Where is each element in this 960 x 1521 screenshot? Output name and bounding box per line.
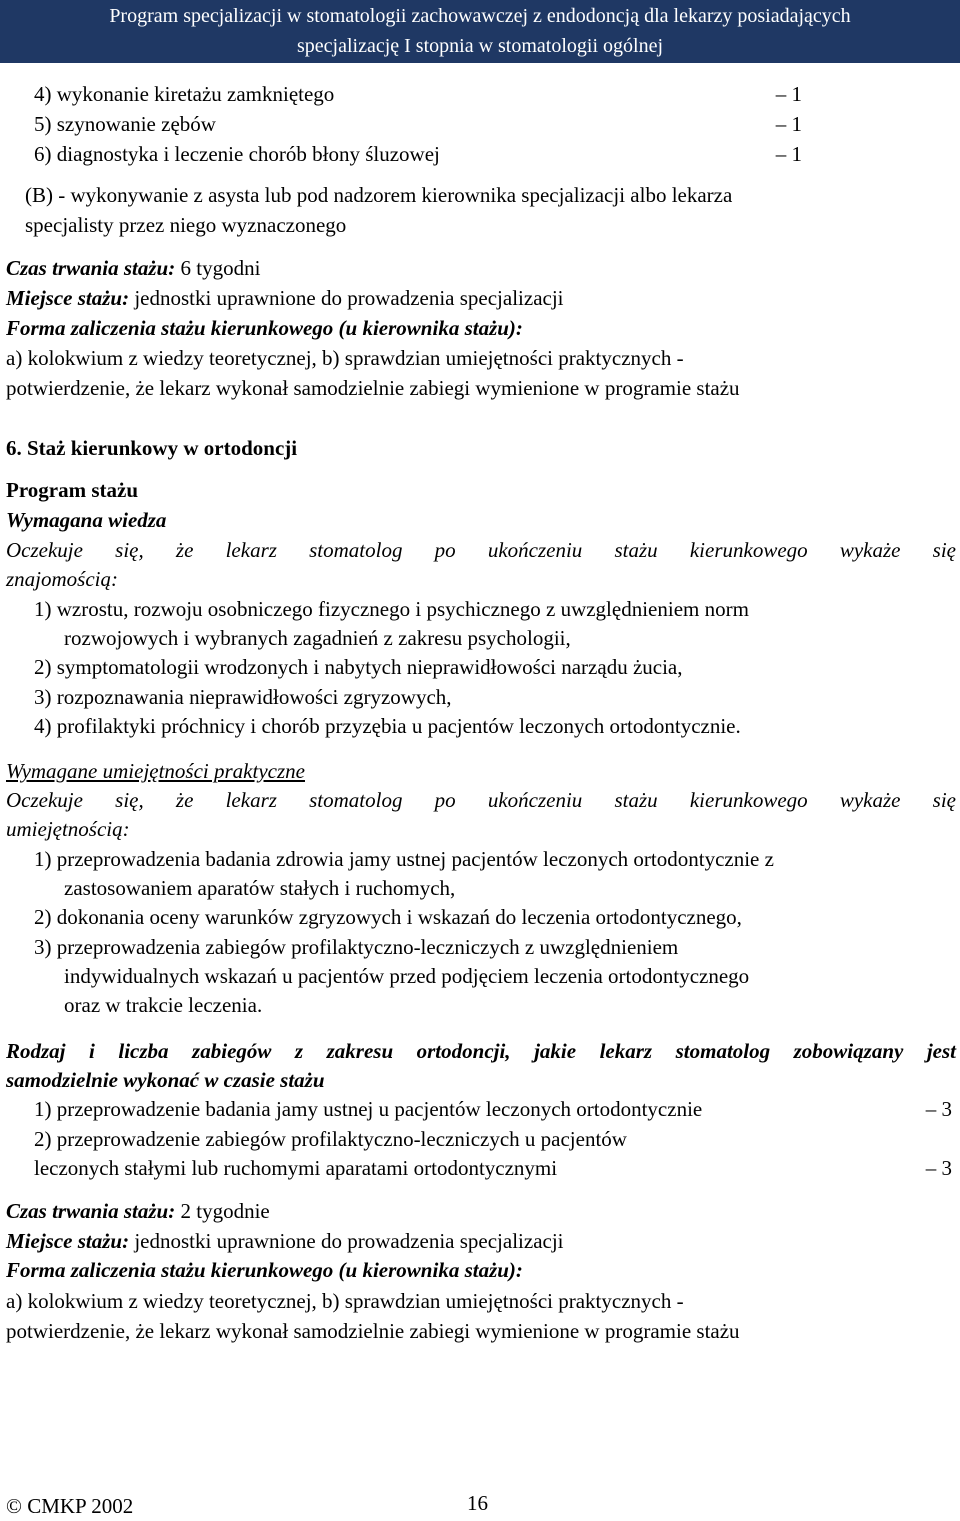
knowledge-intro-line-1: Oczekuje się, że lekarz stomatolog po ukończeniu stażu kierunkowego wykaże się xyxy=(6,538,956,562)
form-label: Forma zaliczenia stażu kierunkowego (u kierownika stażu): xyxy=(6,316,523,340)
form-line-1: a) kolokwium z wiedzy teoretycznej, b) sprawdzian umiejętności praktycznych - xyxy=(6,1289,684,1313)
list-item: 6) diagnostyka i leczenie chorób błony śluzowej xyxy=(34,142,440,166)
skills-intro-line-2: umiejętnością: xyxy=(6,817,130,841)
procedure-count: – 3 xyxy=(925,1156,952,1180)
knowledge-heading: Wymagana wiedza xyxy=(6,508,167,532)
list-item: 3) rozpoznawania nieprawidłowości zgryzowych, xyxy=(34,685,452,709)
list-item: 1) wzrostu, rozwoju osobniczego fizycznego i psychicznego z uwzględnieniem norm xyxy=(34,597,749,621)
list-item: 2) dokonania oceny warunków zgryzowych i wskazań do leczenia ortodontycznego, xyxy=(34,905,742,929)
duration-row xyxy=(6,1196,270,1226)
place-label: Miejsce stażu: xyxy=(6,286,130,310)
place-value: jednostki uprawnione do prowadzenia specjalizacji xyxy=(129,1229,564,1253)
list-item: oraz w trakcie leczenia. xyxy=(64,993,263,1017)
page-number: 16 xyxy=(467,1491,488,1515)
note-line-2: specjalisty przez niego wyznaczonego xyxy=(25,213,347,237)
list-item: 1) przeprowadzenia badania zdrowia jamy ustnej pacjentów leczonych ortodontycznie z xyxy=(34,847,774,871)
knowledge-intro-line-2: znajomością: xyxy=(6,567,118,591)
form-label: Forma zaliczenia stażu kierunkowego (u kierownika stażu): xyxy=(6,1258,523,1282)
list-item: 5) szynowanie zębów xyxy=(34,112,216,136)
procedure-item: leczonych stałymi lub ruchomymi aparatami ortodontycznymi xyxy=(34,1156,558,1180)
list-item: zastosowaniem aparatów stałych i ruchomych, xyxy=(64,876,456,900)
list-item: 4) profilaktyki próchnicy i chorób przyzębia u pacjentów leczonych ortodontycznie. xyxy=(34,714,741,738)
skills-heading: Wymagane umiejętności praktyczne xyxy=(6,759,305,783)
duration-label: Czas trwania stażu: xyxy=(6,256,176,280)
form-line-2: potwierdzenie, że lekarz wykonał samodzielnie zabiegi wymienione w programie stażu xyxy=(6,376,740,400)
list-item: 3) przeprowadzenia zabiegów profilaktyczno-leczniczych z uwzględnieniem xyxy=(34,935,679,959)
procedures-heading-line-2: samodzielnie wykonać w czasie stażu xyxy=(6,1068,325,1092)
header-line-2: specjalizację I stopnia w stomatologii ogólnej xyxy=(296,35,663,57)
list-item-count: – 1 xyxy=(775,142,802,166)
list-item: rozwojowych i wybranych zagadnień z zakresu psychologii, xyxy=(64,626,571,650)
place-label: Miejsce stażu: xyxy=(6,1229,130,1253)
program-label: Program stażu xyxy=(6,478,138,502)
duration-value: 6 tygodni xyxy=(175,256,261,280)
list-item: 4) wykonanie kiretażu zamkniętego xyxy=(34,82,335,106)
list-item-count: – 1 xyxy=(775,82,802,106)
header-line-1: Program specjalizacji w stomatologii zachowawczej z endodoncją dla lekarzy posiadających xyxy=(109,5,851,27)
procedure-item: 1) przeprowadzenie badania jamy ustnej u pacjentów leczonych ortodontycznie xyxy=(34,1097,703,1121)
duration-row xyxy=(6,253,260,283)
list-item: 2) symptomatologii wrodzonych i nabytych nieprawidłowości narządu żucia, xyxy=(34,655,683,679)
section-title: 6. Staż kierunkowy w ortodoncji xyxy=(6,436,298,460)
note-line-1: (B) - wykonywanie z asysta lub pod nadzorem kierownika specjalizacji albo lekarza xyxy=(25,183,733,207)
procedures-heading-line-1: Rodzaj i liczba zabiegów z zakresu ortodoncji, jakie lekarz stomatolog zobowiązany jest xyxy=(6,1039,956,1063)
list-item: indywidualnych wskazań u pacjentów przed podjęciem leczenia ortodontycznego xyxy=(64,964,750,988)
form-line-1: a) kolokwium z wiedzy teoretycznej, b) sprawdzian umiejętności praktycznych - xyxy=(6,346,684,370)
list-item-count: – 1 xyxy=(775,112,802,136)
place-value: jednostki uprawnione do prowadzenia specjalizacji xyxy=(129,286,564,310)
procedure-count: – 3 xyxy=(925,1097,952,1121)
place-row xyxy=(6,1226,564,1256)
duration-label: Czas trwania stażu: xyxy=(6,1199,176,1223)
procedure-item: 2) przeprowadzenie zabiegów profilaktyczno-leczniczych u pacjentów xyxy=(34,1127,627,1151)
page-header xyxy=(0,0,960,63)
skills-intro-line-1: Oczekuje się, że lekarz stomatolog po ukończeniu stażu kierunkowego wykaże się xyxy=(6,788,956,812)
place-row xyxy=(6,283,564,313)
duration-value: 2 tygodnie xyxy=(175,1199,270,1223)
form-line-2: potwierdzenie, że lekarz wykonał samodzielnie zabiegi wymienione w programie stażu xyxy=(6,1319,740,1343)
footer-copyright: © CMKP 2002 xyxy=(6,1494,134,1518)
